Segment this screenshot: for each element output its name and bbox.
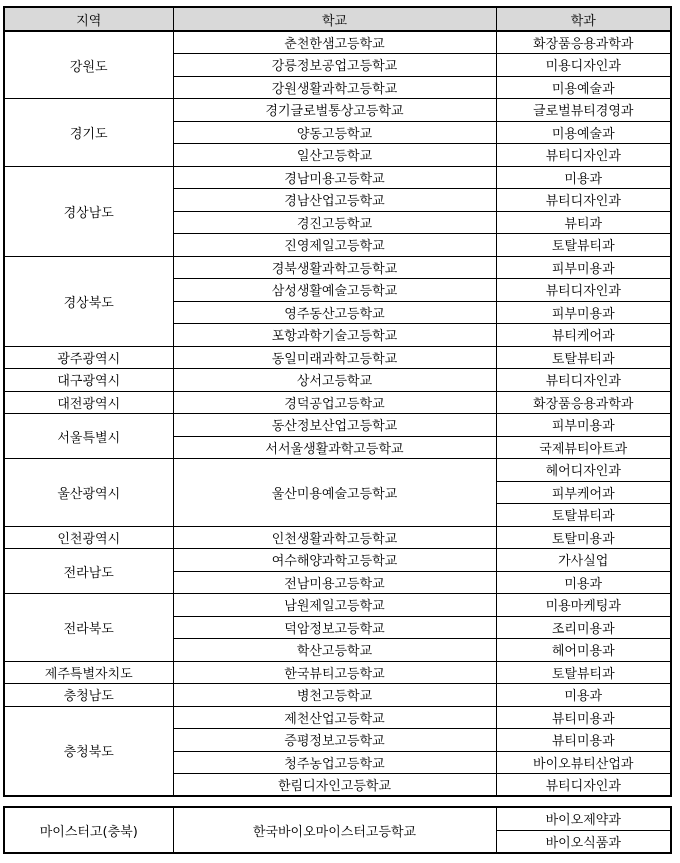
school-cell: 포항과학기술고등학교 (173, 324, 496, 347)
dept-cell: 토탈뷰티과 (496, 661, 671, 684)
table-row (4, 391, 671, 414)
table-row (4, 661, 671, 684)
dept-cell: 글로벌뷰티경영과 (496, 99, 671, 122)
table-row (4, 99, 671, 122)
table-row (4, 256, 671, 279)
school-cell: 경북생활과학고등학교 (173, 256, 496, 279)
region-cell: 전라북도 (4, 594, 173, 662)
school-cell: 진영제일고등학교 (173, 234, 496, 257)
header-region: 지역 (4, 7, 173, 31)
dept-cell: 미용마케팅과 (496, 594, 671, 617)
dept-cell: 뷰티디자인과 (496, 144, 671, 167)
table-row (4, 414, 671, 437)
dept-cell: 미용과 (496, 684, 671, 707)
school-cell: 여수해양과학고등학교 (173, 549, 496, 572)
region-cell: 마이스터고(충북) (4, 807, 173, 853)
table-row (4, 526, 671, 549)
dept-cell: 피부미용과 (496, 414, 671, 437)
school-cell: 영주동산고등학교 (173, 301, 496, 324)
region-cell: 제주특별자치도 (4, 661, 173, 684)
school-cell: 일산고등학교 (173, 144, 496, 167)
table-row (4, 706, 671, 729)
dept-cell: 뷰티디자인과 (496, 189, 671, 212)
dept-cell: 토탈미용과 (496, 526, 671, 549)
meister-table (3, 806, 672, 854)
school-cell: 덕암정보고등학교 (173, 616, 496, 639)
school-table (3, 6, 672, 797)
dept-cell: 헤어미용과 (496, 639, 671, 662)
table-row (4, 31, 671, 54)
school-cell: 병천고등학교 (173, 684, 496, 707)
school-cell: 울산미용예술고등학교 (173, 459, 496, 527)
school-cell: 경기글로벌통상고등학교 (173, 99, 496, 122)
school-cell: 강릉정보공업고등학교 (173, 54, 496, 77)
header-dept: 학과 (496, 7, 671, 31)
region-cell: 인천광역시 (4, 526, 173, 549)
dept-cell: 뷰티미용과 (496, 706, 671, 729)
dept-cell: 가사실업 (496, 549, 671, 572)
school-cell: 한림디자인고등학교 (173, 774, 496, 797)
region-cell: 광주광역시 (4, 346, 173, 369)
region-cell: 전라남도 (4, 549, 173, 594)
dept-cell: 국제뷰티아트과 (496, 436, 671, 459)
dept-cell: 뷰티디자인과 (496, 774, 671, 797)
region-cell: 서울특별시 (4, 414, 173, 459)
dept-cell: 피부케어과 (496, 481, 671, 504)
dept-cell: 미용예술과 (496, 76, 671, 99)
school-cell: 인천생활과학고등학교 (173, 526, 496, 549)
school-cell: 증평정보고등학교 (173, 729, 496, 752)
dept-cell: 바이오식품과 (496, 830, 671, 853)
school-cell: 양동고등학교 (173, 121, 496, 144)
school-cell: 남원제일고등학교 (173, 594, 496, 617)
region-cell: 충청남도 (4, 684, 173, 707)
region-cell: 경상남도 (4, 166, 173, 256)
school-cell: 청주농업고등학교 (173, 751, 496, 774)
region-cell: 충청북도 (4, 706, 173, 796)
region-cell: 경상북도 (4, 256, 173, 346)
dept-cell: 미용예술과 (496, 121, 671, 144)
dept-cell: 바이오뷰티산업과 (496, 751, 671, 774)
school-cell: 동산정보산업고등학교 (173, 414, 496, 437)
school-cell: 춘천한샘고등학교 (173, 31, 496, 54)
school-cell: 경진고등학교 (173, 211, 496, 234)
table-row (4, 594, 671, 617)
region-cell: 경기도 (4, 99, 173, 167)
table-row (4, 346, 671, 369)
dept-cell: 미용디자인과 (496, 54, 671, 77)
dept-cell: 토탈뷰티과 (496, 504, 671, 527)
dept-cell: 바이오제약과 (496, 807, 671, 830)
table-row (4, 807, 671, 830)
dept-cell: 화장품응용과학과 (496, 391, 671, 414)
school-cell: 한국바이오마이스터고등학교 (173, 807, 496, 853)
table-row (4, 549, 671, 572)
table-header-row (4, 7, 671, 31)
dept-cell: 뷰티디자인과 (496, 279, 671, 302)
dept-cell: 뷰티미용과 (496, 729, 671, 752)
header-school: 학교 (173, 7, 496, 31)
dept-cell: 뷰티과 (496, 211, 671, 234)
table-row (4, 166, 671, 189)
region-cell: 강원도 (4, 31, 173, 99)
region-cell: 대전광역시 (4, 391, 173, 414)
region-cell: 대구광역시 (4, 369, 173, 392)
school-cell: 상서고등학교 (173, 369, 496, 392)
school-cell: 경남산업고등학교 (173, 189, 496, 212)
dept-cell: 피부미용과 (496, 256, 671, 279)
region-cell: 울산광역시 (4, 459, 173, 527)
dept-cell: 미용과 (496, 571, 671, 594)
school-cell: 경남미용고등학교 (173, 166, 496, 189)
school-cell: 한국뷰티고등학교 (173, 661, 496, 684)
school-cell: 동일미래과학고등학교 (173, 346, 496, 369)
school-cell: 강원생활과학고등학교 (173, 76, 496, 99)
school-cell: 전남미용고등학교 (173, 571, 496, 594)
dept-cell: 화장품응용과학과 (496, 31, 671, 54)
table-row (4, 459, 671, 482)
dept-cell: 미용과 (496, 166, 671, 189)
school-cell: 삼성생활예술고등학교 (173, 279, 496, 302)
dept-cell: 토탈뷰티과 (496, 234, 671, 257)
table-body (4, 31, 671, 796)
school-cell: 경덕공업고등학교 (173, 391, 496, 414)
dept-cell: 조리미용과 (496, 616, 671, 639)
dept-cell: 뷰티케어과 (496, 324, 671, 347)
table-row (4, 369, 671, 392)
dept-cell: 헤어디자인과 (496, 459, 671, 482)
dept-cell: 뷰티디자인과 (496, 369, 671, 392)
school-cell: 서서울생활과학고등학교 (173, 436, 496, 459)
table-row (4, 684, 671, 707)
school-cell: 제천산업고등학교 (173, 706, 496, 729)
dept-cell: 토탈뷰티과 (496, 346, 671, 369)
school-cell: 학산고등학교 (173, 639, 496, 662)
dept-cell: 피부미용과 (496, 301, 671, 324)
